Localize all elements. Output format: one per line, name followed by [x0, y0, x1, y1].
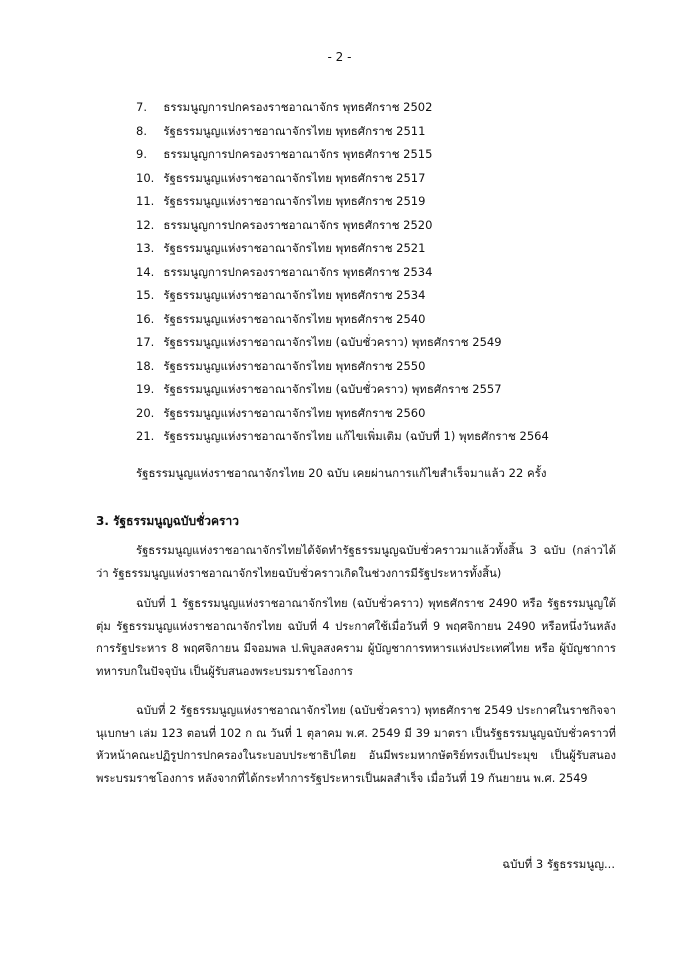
- item-number: 19.: [136, 382, 155, 396]
- item-text: รัฐธรรมนูญแห่งราชอาณาจักรไทย พุทธศักราช 2519: [163, 194, 426, 208]
- item-text: รัฐธรรมนูญแห่งราชอาณาจักรไทย พุทธศักราช 2517: [163, 170, 426, 185]
- item-text: ธรรมนูญการปกครองราชอาณาจักร พุทธศักราช 2502: [163, 100, 433, 114]
- list-item: [136, 238, 636, 262]
- item-text: รัฐธรรมนูญแห่งราชอาณาจักรไทย พุทธศักราช 2511: [163, 123, 426, 138]
- list-item: [136, 426, 636, 450]
- summary-line: รัฐธรรมนูญแห่งราชอาณาจักรไทย 20 ฉบับ เคยผ่านการแก้ไขสำเร็จมาแล้ว 22 ครั้ง: [136, 466, 547, 480]
- item-text: รัฐธรรมนูญแห่งราชอาณาจักรไทย พุทธศักราช 2560: [163, 405, 426, 420]
- paragraph-first-interim: ฉบับที่ 1 รัฐธรรมนูญแห่งราชอาณาจักรไทย (ฉบับชั่วคราว) พุทธศักราช 2490 หรือ รัฐธรรมนูญใต้ตุ่ม รัฐธรรมนูญแห่งราชอาณาจักรไทย ฉบับที่ 4 ประกาศใช้เมื่อวันที่ 9 พฤศจิกายน 2490 หรือหนึ่งวันหลังการรัฐประหาร 8 พฤศจิกายน มีจอมพล ป.พิบูลสงคราม ผู้บัญชาการทหารแห่งประเทศไทย หรือ ผู้บัญชาการทหารบกในปัจจุบัน เป็นผู้รับสนองพระบรมราชโองการ: [96, 597, 616, 678]
- item-number: 20.: [136, 405, 155, 420]
- list-item: [136, 379, 636, 403]
- item-number: 11.: [136, 194, 155, 208]
- list-item: [136, 215, 636, 239]
- continuation-footer: ฉบับที่ 3 รัฐธรรมนูญ...: [502, 857, 615, 871]
- item-number: 12.: [136, 217, 155, 232]
- list-item: [136, 191, 636, 215]
- list-item: [136, 262, 636, 286]
- item-number: 18.: [136, 358, 155, 373]
- paragraph-intro: รัฐธรรมนูญแห่งราชอาณาจักรไทยได้จัดทำรัฐธรรมนูญฉบับชั่วคราวมาแล้วทั้งสิ้น 3 ฉบับ (กล่าวได้ว่า รัฐธรรมนูญแห่งราชอาณาจักรไทยฉบับชั่วคราวเกิดในช่วงการมีรัฐประหารทั้งสิ้น): [96, 544, 616, 580]
- item-number: 15.: [136, 288, 155, 302]
- item-number: 17.: [136, 335, 155, 349]
- item-number: 21.: [136, 429, 155, 443]
- section-heading: 3. รัฐธรรมนูญฉบับชั่วคราว: [96, 514, 239, 528]
- list-item: [136, 144, 636, 168]
- item-number: 7.: [136, 100, 147, 114]
- item-text: รัฐธรรมนูญแห่งราชอาณาจักรไทย พุทธศักราช 2534: [163, 288, 426, 302]
- item-number: 14.: [136, 264, 155, 279]
- item-text: รัฐธรรมนูญแห่งราชอาณาจักรไทย แก้ไขเพิ่มเติม (ฉบับที่ 1) พุทธศักราช 2564: [163, 429, 549, 443]
- item-number: 13.: [136, 241, 155, 255]
- list-item: [136, 309, 636, 333]
- item-text: รัฐธรรมนูญแห่งราชอาณาจักรไทย พุทธศักราช 2550: [163, 358, 426, 373]
- item-text: รัฐธรรมนูญแห่งราชอาณาจักรไทย พุทธศักราช 2540: [163, 311, 426, 326]
- item-text: ธรรมนูญการปกครองราชอาณาจักร พุทธศักราช 2534: [163, 264, 433, 279]
- item-text: รัฐธรรมนูญแห่งราชอาณาจักรไทย พุทธศักราช 2521: [163, 241, 426, 255]
- item-text: ธรรมนูญการปกครองราชอาณาจักร พุทธศักราช 2520: [163, 217, 433, 232]
- list-item: [136, 403, 636, 427]
- list-item: [136, 121, 636, 145]
- paragraph-second-interim: ฉบับที่ 2 รัฐธรรมนูญแห่งราชอาณาจักรไทย (ฉบับชั่วคราว) พุทธศักราช 2549 ประกาศในราชกิจจานุเบกษา เล่ม 123 ตอนที่ 102 ก ณ วันที่ 1 ตุลาคม พ.ศ. 2549 มี 39 มาตรา เป็นรัฐธรรมนูญฉบับชั่วคราวที่หัวหน้าคณะปฏิรูปการปกครองในระบอบประชาธิปไตย อันมีพระมหากษัตริย์ทรงเป็นประมุข เป็นผู้รับสนองพระบรมราชโองการ หลังจากที่ได้กระทำการรัฐประหารเป็นผลสำเร็จ เมื่อวันที่ 19 กันยายน พ.ศ. 2549: [96, 704, 616, 785]
- item-text: รัฐธรรมนูญแห่งราชอาณาจักรไทย (ฉบับชั่วคราว) พุทธศักราช 2549: [163, 335, 502, 349]
- list-item: [136, 285, 636, 309]
- item-text: ธรรมนูญการปกครองราชอาณาจักร พุทธศักราช 2515: [163, 147, 433, 161]
- list-item: [136, 332, 636, 356]
- list-item: [136, 356, 636, 380]
- list-item: [136, 97, 636, 121]
- item-text: รัฐธรรมนูญแห่งราชอาณาจักรไทย (ฉบับชั่วคราว) พุทธศักราช 2557: [163, 382, 502, 396]
- page-number: - 2 -: [327, 50, 352, 64]
- constitution-list: [136, 97, 636, 450]
- item-number: 16.: [136, 311, 155, 326]
- list-item: [136, 168, 636, 192]
- item-number: 10.: [136, 170, 155, 185]
- item-number: 8.: [136, 123, 147, 138]
- item-number: 9.: [136, 147, 147, 161]
